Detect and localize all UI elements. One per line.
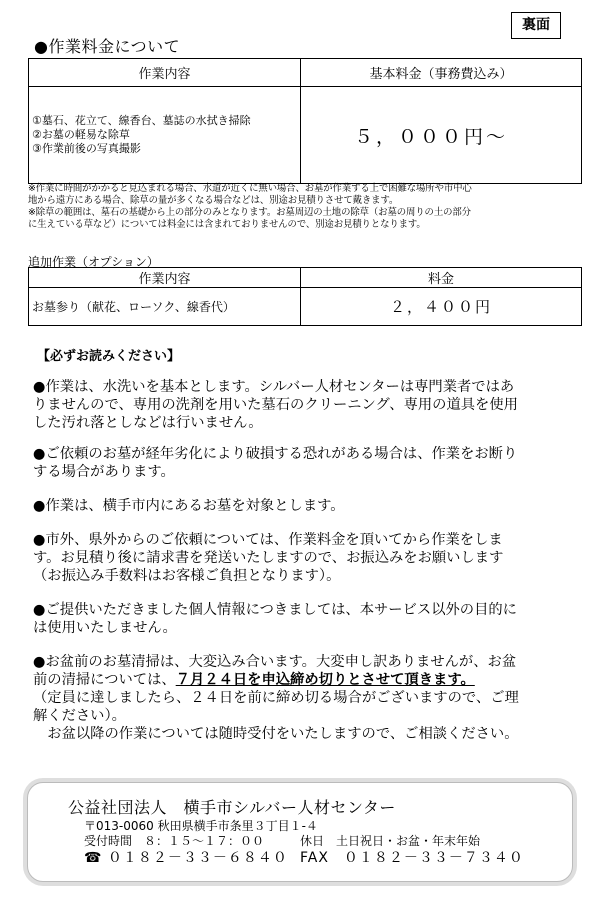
fee-header-price: 基本料金（事務費込み） bbox=[301, 59, 582, 87]
fee-note-line: ※作業に時間がかかると見込まれる場合、水道が近くに無い場合、お墓が作業する上で困難な場所や市中心 bbox=[28, 183, 472, 194]
notice-paragraph-5 bbox=[33, 601, 581, 637]
option-price: ２，４００円 bbox=[301, 288, 582, 326]
fee-item: ①墓石、花立て、線香台、墓誌の水拭き掃除 bbox=[32, 114, 251, 127]
fee-header-work: 作業内容 bbox=[29, 59, 301, 87]
notice-paragraph-1 bbox=[33, 378, 581, 432]
notice-line: （お振込み手数料はお客様ご負担となります）。 bbox=[33, 568, 341, 584]
phone-line bbox=[84, 847, 288, 867]
organization-name: 公益社団法人 横手市シルバー人材センター bbox=[68, 798, 396, 817]
notice-line: ●お盆前のお墓清掃は、大変込み合います。大変申し訳ありませんが、お盆 bbox=[33, 654, 517, 670]
option-item: お墓参り（献花、ローソク、線香代） bbox=[29, 288, 301, 326]
fee-item: ③作業前後の写真撮影 bbox=[32, 142, 141, 155]
notice-line: は使用いたしません。 bbox=[33, 620, 177, 636]
fee-work-items bbox=[29, 87, 301, 184]
must-read-title: 【必ずお読みください】 bbox=[37, 349, 181, 364]
notice-paragraph-2 bbox=[33, 445, 581, 481]
notice-line: ●作業は、横手市内にあるお墓を対象とします。 bbox=[33, 498, 345, 514]
notice-line: す。お見積り後に請求書を発送いたしますので、お振込みをお願いします bbox=[33, 550, 504, 566]
deadline-emphasis: ７月２４日を申込締め切りとさせて頂きます。 bbox=[175, 672, 475, 688]
page-side-label: 裏面 bbox=[511, 12, 561, 39]
address: 〒013-0060 秋田県横手市条里３丁目１-４ bbox=[84, 819, 318, 833]
notice-paragraph-4 bbox=[33, 531, 581, 585]
fee-price: ５，０００円～ bbox=[301, 87, 582, 184]
option-header-work: 作業内容 bbox=[29, 268, 301, 288]
notice-line: お盆以降の作業については随時受付をいたしますので、ご相談ください。 bbox=[33, 726, 519, 742]
notice-line: した汚れ落としなどは行いません。 bbox=[33, 415, 263, 431]
holidays: 休日 土日祝日・お盆・年末年始 bbox=[300, 834, 481, 848]
fee-section-title: ●作業料金について bbox=[34, 37, 181, 56]
notice-line: ●市外、県外からのご依頼については、作業料金を頂いてから作業をしま bbox=[33, 532, 503, 548]
notice-line: りませんので、専用の洗剤を用いた墓石のクリーニング、専用の道具を使用 bbox=[33, 397, 518, 413]
phone-icon: ☎ bbox=[84, 850, 103, 866]
notice-line: ●ご提供いただきました個人情報につきましては、本サービス以外の目的に bbox=[33, 602, 517, 618]
notice-line: 解ください）。 bbox=[33, 708, 126, 724]
fee-note-line: に生えている草など）については料金には含まれておりませんので、別途お見積りとなります。 bbox=[28, 219, 426, 230]
notice-line: ●ご依頼のお墓が経年劣化により破損する恐れがある場合は、作業をお断り bbox=[33, 446, 518, 462]
notice-line: （定員に達しましたら、２４日を前に締め切る場合がございますので、ご理 bbox=[33, 690, 519, 706]
fee-note-line: 地から遠方にある場合、除草の量が多くなる場合などは、別途お見積りさせて戴きます。 bbox=[28, 195, 399, 206]
notice-line: する場合があります。 bbox=[33, 464, 175, 480]
notice-text: 前の清掃については、 bbox=[33, 672, 176, 688]
notice-paragraph-3 bbox=[33, 497, 581, 515]
fee-table bbox=[28, 58, 582, 184]
fee-item: ②お墓の軽易な除草 bbox=[32, 128, 130, 141]
notice-line bbox=[33, 671, 581, 689]
notice-line: ●作業は、水洗いを基本とします。シルバー人材センターは専門業者ではあ bbox=[33, 379, 515, 395]
option-header-price: 料金 bbox=[301, 268, 582, 288]
option-section-title: 追加作業（オプション） bbox=[28, 255, 159, 269]
business-hours: 受付時間 ８：１５～１７：００ bbox=[84, 834, 265, 848]
phone-number[interactable]: ０１８２－３３－６８４０ bbox=[107, 850, 288, 866]
notice-paragraph-6 bbox=[33, 653, 581, 743]
fax-number: FAX ０１８２－３３－７３４０ bbox=[300, 850, 524, 866]
fee-note-line: ※除草の範囲は、墓石の基礎から上の部分のみとなります。お墓周辺の土地の除草（お墓の周りの土の部分 bbox=[28, 207, 471, 218]
option-table bbox=[28, 267, 582, 326]
